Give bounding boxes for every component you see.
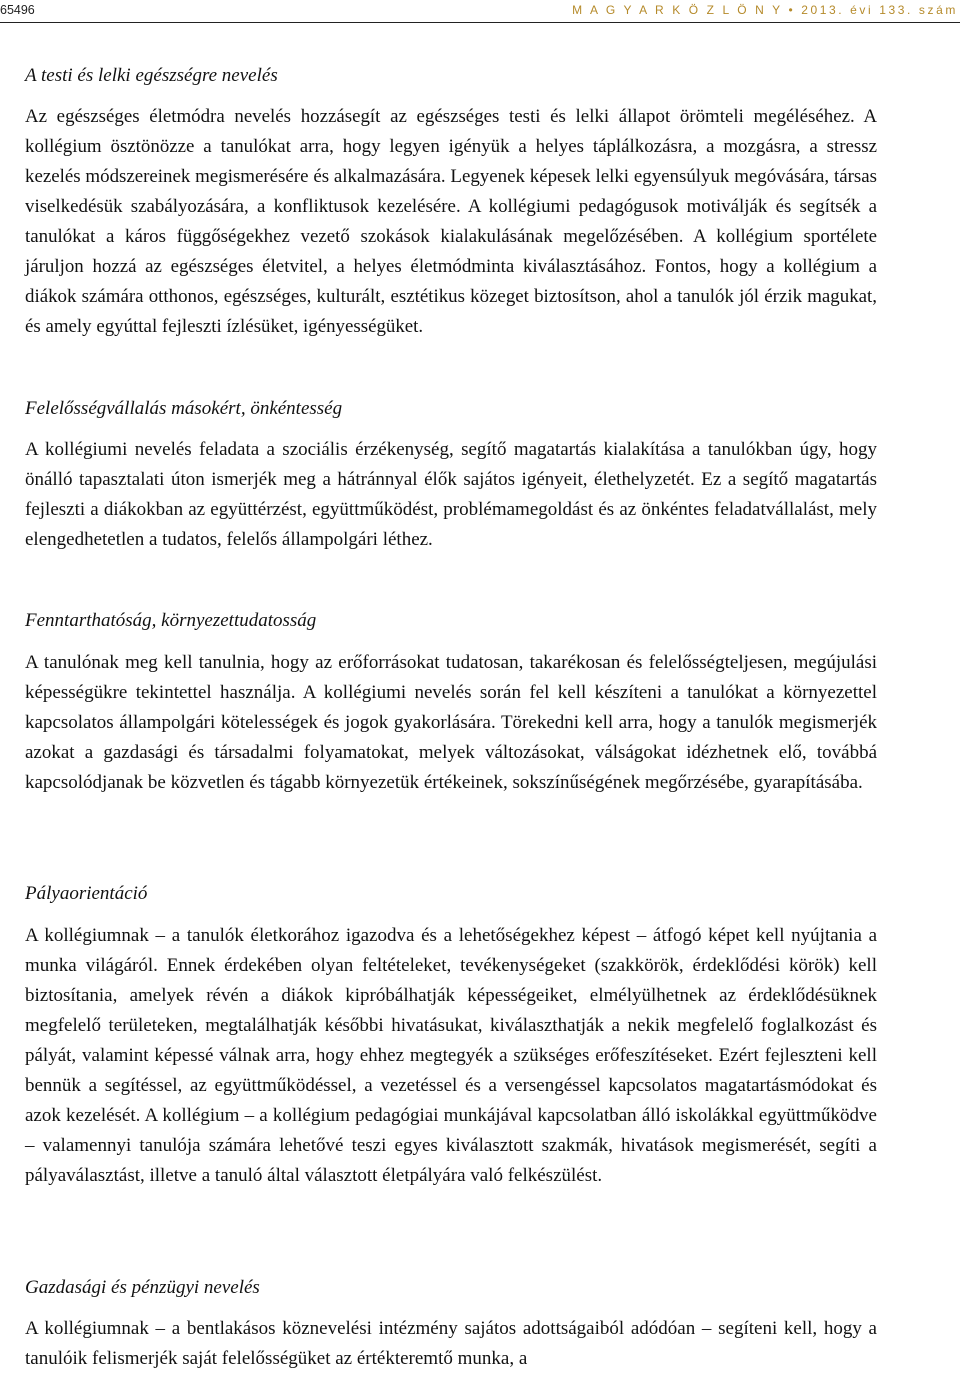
section-heading-sustainability: Fenntarthatóság, környezettudatosság [25,610,317,631]
section-text-sustainability: A tanulónak meg kell tanulnia, hogy az erőforrásokat tudatosan, takarékosan és felelősségteljesen, megújulási képességükre tekintettel használja. A kollégiumi nevelés során fel kell készíteni a tanulókat a környezettel kapcsolatos állampolgári kötelességek és jogok gyakorlására. Törekedni kell arra, hogy a tanulók megismerjék azokat a gazdasági és társadalmi folyamatokat, melyek változásokat, válságokat idézhetnek elő, továbbá kapcsolódjanak be közvetlen és tágabb környezetük értékeinek, sokszínűségének megőrzésébe, gyarapításába. [25,652,877,793]
section-heading-financial: Gazdasági és pénzügyi nevelés [25,1277,260,1298]
section-heading-health: A testi és lelki egészségre nevelés [25,65,278,86]
section-text-career: A kollégiumnak – a tanulók életkorához igazodva és a lehetőségekhez képest – átfogó képet kell nyújtania a munka világáról. Ennek érdekében olyan feltételeket, tevékenységeket (szakkörök, érdeklődési körök) kell biztosítania, amelyek révén a diákok kipróbálhatják képességeiket, elmélyülhetnek az érdeklődésüknek megfelelő területeken, megtalálhatják későbbi hivatásukat, kiválaszthatják a nekik megfelelő foglalkozást és pályát, valamint képessé válnak arra, hogy ehhez megtegyék a szükséges erőfeszítéseket. Ezért fejleszteni kell bennük a segítéssel, az együttműködéssel, a vezetéssel és a versengéssel kapcsolatos magatartásmódokat és azok kezelését. A kollégium – a kollégium pedagógiai munkájával kapcsolatban álló iskolákkal együttműködve – valamennyi tanulója számára lehetővé teszi egyes kiválasztott szakmák, hivatások megismerését, segíti a pályaválasztást, illetve a tanuló által választott életpályára való felkészülést. [25,925,877,1186]
section-heading-responsibility: Felelősségvállalás másokért, önkéntesség [25,398,343,419]
section-text-responsibility: A kollégiumi nevelés feladata a szociális érzékenység, segítő magatartás kialakítása a tanulókban úgy, hogy önálló tapasztalati úton ismerjék meg a hátránnyal élők sajátos igényeit, élethelyzetét. Ez a segítő magatartás fejleszti a diákokban az együttérzést, együttműködést, problémamegoldást és az önkéntes feladatvállalást, mely elengedhetetlen a tudatos, felelős állampolgári léthez. [25,439,877,550]
journal-title: M A G Y A R K Ö Z L Ö N Y • 2013. évi 133. szám [572,3,958,17]
section-text-health: Az egészséges életmódra nevelés hozzásegít az egészséges testi és lelki állapot örömteli megéléséhez. A kollégium ösztönözze a tanulókat arra, hogy legyen igényük a helyes táplálkozásra, a mozgásra, a stressz kezelés módszereinek megismerésére és alkalmazására. Legyenek képesek lelki egyensúlyuk megóvására, társas viselkedésük szabályozására, a konfliktusok kezelésére. A kollégiumi pedagógusok motiválják és segítsék a tanulókat a káros függőségekhez vezető szokások kialakulásának megelőzésében. A kollégium sportélete járuljon hozzá az egészséges életvitel, a helyes életmódminta kiválasztásához. Fontos, hogy a kollégium a diákok számára otthonos, egészséges, kulturált, esztétikus közeget biztosítson, ahol a tanulók jól érzik magukat, és amely egyúttal fejleszti ízlésüket, igényességüket. [25,106,877,337]
section-text-financial: A kollégiumnak – a bentlakásos köznevelési intézmény sajátos adottságaiból adódóan – segíteni kell, hogy a tanulóik felismerjék saját felelősségüket az értékteremtő munka, a [25,1318,877,1369]
running-header [0,0,960,23]
page-number: 65496 [0,3,35,17]
section-heading-career: Pályaorientáció [25,883,148,904]
